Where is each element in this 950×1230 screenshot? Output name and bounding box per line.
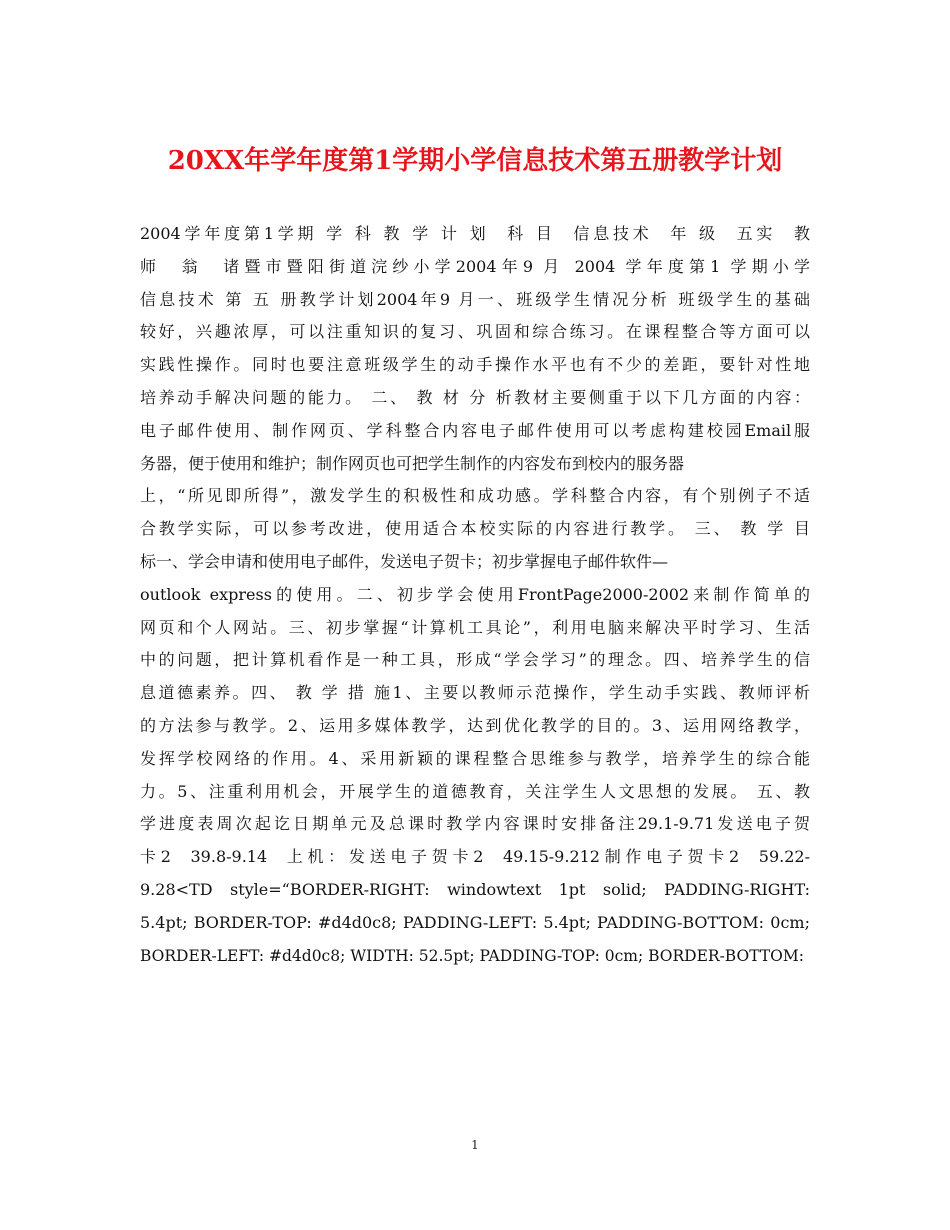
- body-line: 中的问题，把计算机看作是一种工具，形成“学会学习”的理念。四、培养学生的信: [140, 650, 810, 670]
- body-line: 培养动手解决问题的能力。 二、 教 材 分 析教材主要侧重于以下几方面的内容：: [140, 387, 810, 407]
- body-line: 上，“所见即所得”，激发学生的积极性和成功感。学科整合内容，有个别例子不适: [140, 486, 810, 506]
- document-body: [140, 218, 810, 972]
- body-line: 发挥学校网络的作用。4、采用新颖的课程整合思维参与教学，培养学生的综合能: [140, 748, 810, 768]
- body-line: BORDER-LEFT: #d4d0c8; WIDTH: 52.5pt; PADDING-TOP: 0cm; BORDER-BOTTOM:: [140, 946, 804, 965]
- body-line: 5.4pt; BORDER-TOP: #d4d0c8; PADDING-LEFT: 5.4pt; PADDING-BOTTOM: 0cm;: [140, 912, 810, 932]
- body-line: 网页和个人网站。三、初步掌握“计算机工具论”，利用电脑来解决平时学习、生活: [140, 617, 810, 637]
- body-line: 较好，兴趣浓厚，可以注重知识的复习、巩固和综合练习。在课程整合等方面可以: [140, 322, 810, 342]
- body-line: 信息技术 第 五 册教学计划2004年9 月一、班级学生情况分析 班级学生的基础: [140, 289, 810, 309]
- body-line: 息道德素养。四、 教 学 措 施1、主要以教师示范操作，学生动手实践、教师评析: [140, 683, 810, 703]
- body-line: 合教学实际，可以参考改进，使用适合本校实际的内容进行教学。 三、 教 学 目: [140, 519, 810, 539]
- body-line: 师 翁 诸暨市暨阳街道浣纱小学2004年9 月 2004 学年度第1 学期小学: [140, 256, 810, 276]
- body-line: 2004学年度第1学期 学 科 教 学 计 划 科 目 信息技术 年 级 五实 教: [140, 224, 810, 243]
- body-line: 卡2 39.8-9.14 上机：发送电子贺卡2 49.15-9.212制作电子贺卡2 59.22-: [140, 847, 810, 867]
- body-line: outlook express的使用。二、初步学会使用FrontPage2000-2002来制作简单的: [140, 584, 810, 604]
- body-line: 务器，便于使用和维护；制作网页也可把学生制作的内容发布到校内的服务器: [140, 453, 685, 473]
- body-line: 标一、学会申请和使用电子邮件，发送电子贺卡；初步掌握电子邮件软件—: [140, 551, 669, 571]
- document-title: 20XX年学年度第1学期小学信息技术第五册教学计划: [167, 146, 783, 176]
- body-line: 学进度表周次起讫日期单元及总课时教学内容课时安排备注29.1-9.71发送电子贺: [140, 814, 810, 834]
- page-number: 1: [471, 1138, 479, 1152]
- body-line: 电子邮件使用、制作网页、学科整合内容电子邮件使用可以考虑构建校园Email服: [140, 420, 810, 440]
- body-line: 的方法参与教学。2、运用多媒体教学，达到优化教学的目的。3、运用网络教学，: [140, 715, 810, 735]
- body-line: 实践性操作。同时也要注意班级学生的动手操作水平也有不少的差距，要针对性地: [140, 355, 810, 375]
- body-line: 力。5、注重利用机会，开展学生的道德教育，关注学生人文思想的发展。 五、教: [140, 781, 810, 801]
- body-line: 9.28<TD style=“BORDER-RIGHT: windowtext 1pt solid; PADDING-RIGHT:: [140, 879, 810, 899]
